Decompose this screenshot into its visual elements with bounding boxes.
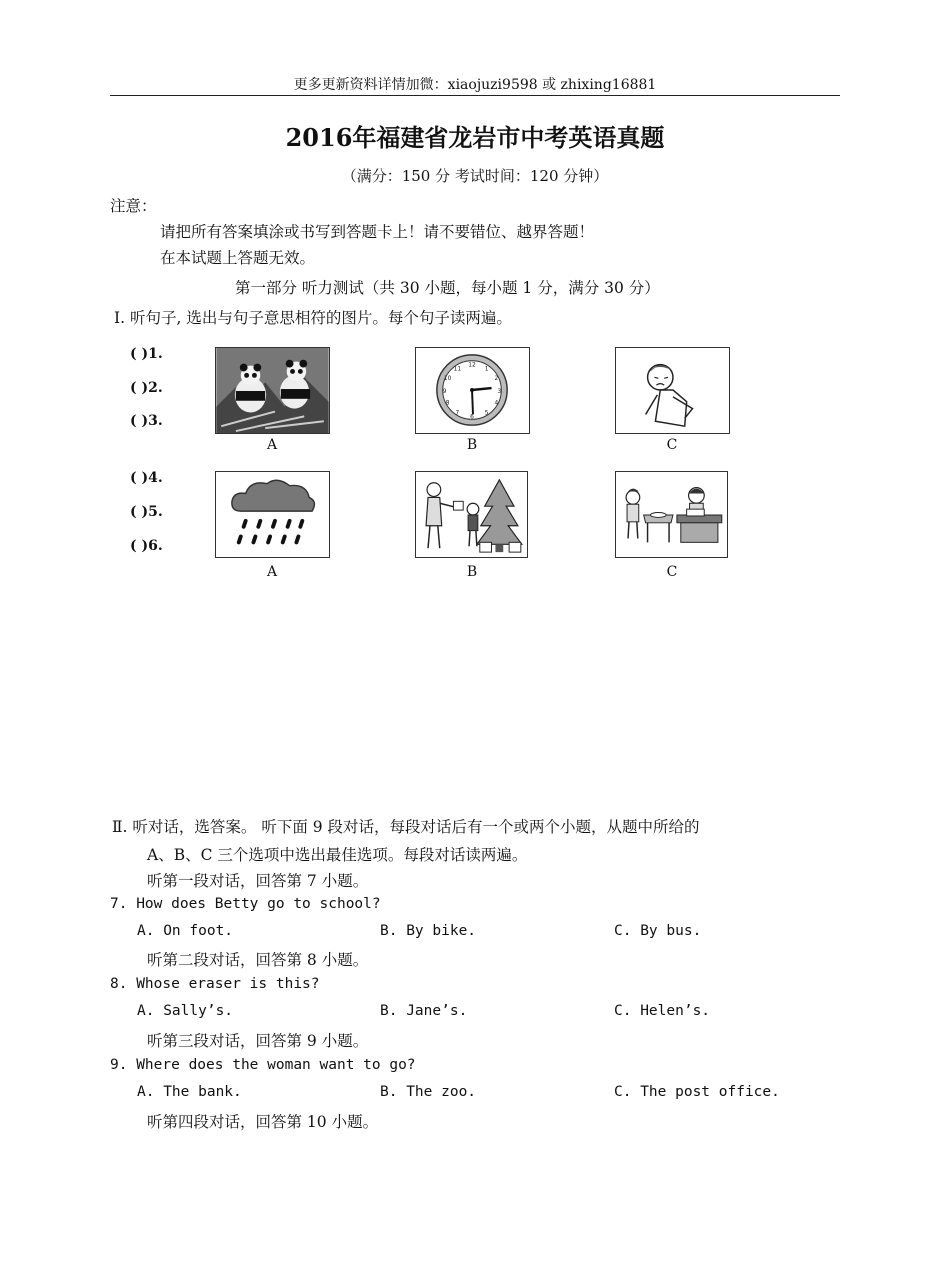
svg-text:12: 12 bbox=[468, 362, 476, 369]
dialogue-intro-3: 听第三段对话，回答第 9 小题。 bbox=[147, 1032, 369, 1050]
q8-option-c: C. Helen’s. bbox=[614, 1003, 711, 1019]
christmas-gift-icon bbox=[415, 471, 528, 558]
picture-label-c: C bbox=[666, 437, 678, 453]
pandas-photo bbox=[215, 347, 330, 434]
clock-icon bbox=[415, 347, 530, 434]
picture-label-b: B bbox=[466, 564, 478, 580]
picture-label-a: A bbox=[266, 564, 278, 580]
exam-title: 2016年福建省龙岩市中考英语真题 bbox=[285, 123, 665, 152]
svg-text:10: 10 bbox=[443, 376, 452, 383]
q9-option-b: B. The zoo. bbox=[380, 1084, 477, 1100]
rain-cloud-icon bbox=[215, 471, 330, 558]
svg-text:11: 11 bbox=[453, 366, 462, 373]
svg-text:2: 2 bbox=[494, 376, 499, 383]
answer-slot-4: ( )4. bbox=[130, 470, 163, 486]
q7-option-c: C. By bus. bbox=[614, 923, 702, 939]
q7-option-a: A. On foot. bbox=[137, 923, 234, 939]
dialogue-intro-2: 听第二段对话，回答第 8 小题。 bbox=[147, 951, 369, 969]
q9-option-c: C. The post office. bbox=[614, 1084, 780, 1100]
svg-text:1: 1 bbox=[484, 366, 489, 373]
question-9: 9. Where does the woman want to go? bbox=[110, 1057, 416, 1073]
svg-text:9: 9 bbox=[442, 388, 447, 395]
page-header: 更多更新资料详情加微：xiaojuzi9598 或 zhixing16881 bbox=[293, 77, 657, 93]
section-two-heading: Ⅱ. 听对话，选答案。 听下面 9 段对话，每段对话后有一个或两个小题，从题中所给的 bbox=[112, 818, 700, 836]
section-two-heading-cont: A、B、C 三个选项中选出最佳选项。每段对话读两遍。 bbox=[147, 846, 528, 864]
svg-text:6: 6 bbox=[470, 414, 474, 421]
section-one-heading: Ⅰ. 听句子, 选出与句子意思相符的图片。每个句子读两遍。 bbox=[114, 309, 512, 327]
q7-option-b: B. By bike. bbox=[380, 923, 477, 939]
notice-label: 注意： bbox=[110, 197, 157, 215]
notice-line-2: 在本试题上答题无效。 bbox=[160, 249, 316, 267]
svg-text:4: 4 bbox=[494, 400, 499, 407]
picture-label-a: A bbox=[266, 437, 278, 453]
answer-slot-3: ( )3. bbox=[130, 413, 163, 429]
part-one-heading: 第一部分 听力测试（共 30 小题，每小题 1 分，满分 30 分） bbox=[235, 279, 660, 297]
q8-option-b: B. Jane’s. bbox=[380, 1003, 468, 1019]
header-rule bbox=[110, 95, 840, 96]
svg-text:5: 5 bbox=[484, 410, 489, 417]
sad-boy-icon bbox=[615, 347, 730, 434]
picture-label-c: C bbox=[666, 564, 678, 580]
notice-line-1: 请把所有答案填涂或书写到答题卡上！请不要错位、越界答题！ bbox=[160, 223, 595, 241]
picture-label-b: B bbox=[466, 437, 478, 453]
svg-text:7: 7 bbox=[455, 410, 460, 417]
svg-text:3: 3 bbox=[497, 388, 502, 395]
exam-subtitle: （满分：150 分 考试时间：120 分钟） bbox=[341, 167, 609, 185]
question-8: 8. Whose eraser is this? bbox=[110, 976, 320, 992]
answer-slot-6: ( )6. bbox=[130, 538, 163, 554]
question-7: 7. How does Betty go to school? bbox=[110, 896, 381, 912]
answer-slot-5: ( )5. bbox=[130, 504, 163, 520]
dialogue-intro-4: 听第四段对话，回答第 10 小题。 bbox=[147, 1113, 379, 1131]
q8-option-a: A. Sally’s. bbox=[137, 1003, 234, 1019]
answer-slot-1: ( )1. bbox=[130, 346, 163, 362]
classroom-desk-icon bbox=[615, 471, 728, 558]
q9-option-a: A. The bank. bbox=[137, 1084, 242, 1100]
svg-text:8: 8 bbox=[445, 400, 450, 407]
answer-slot-2: ( )2. bbox=[130, 380, 163, 396]
dialogue-intro-1: 听第一段对话，回答第 7 小题。 bbox=[147, 872, 369, 890]
